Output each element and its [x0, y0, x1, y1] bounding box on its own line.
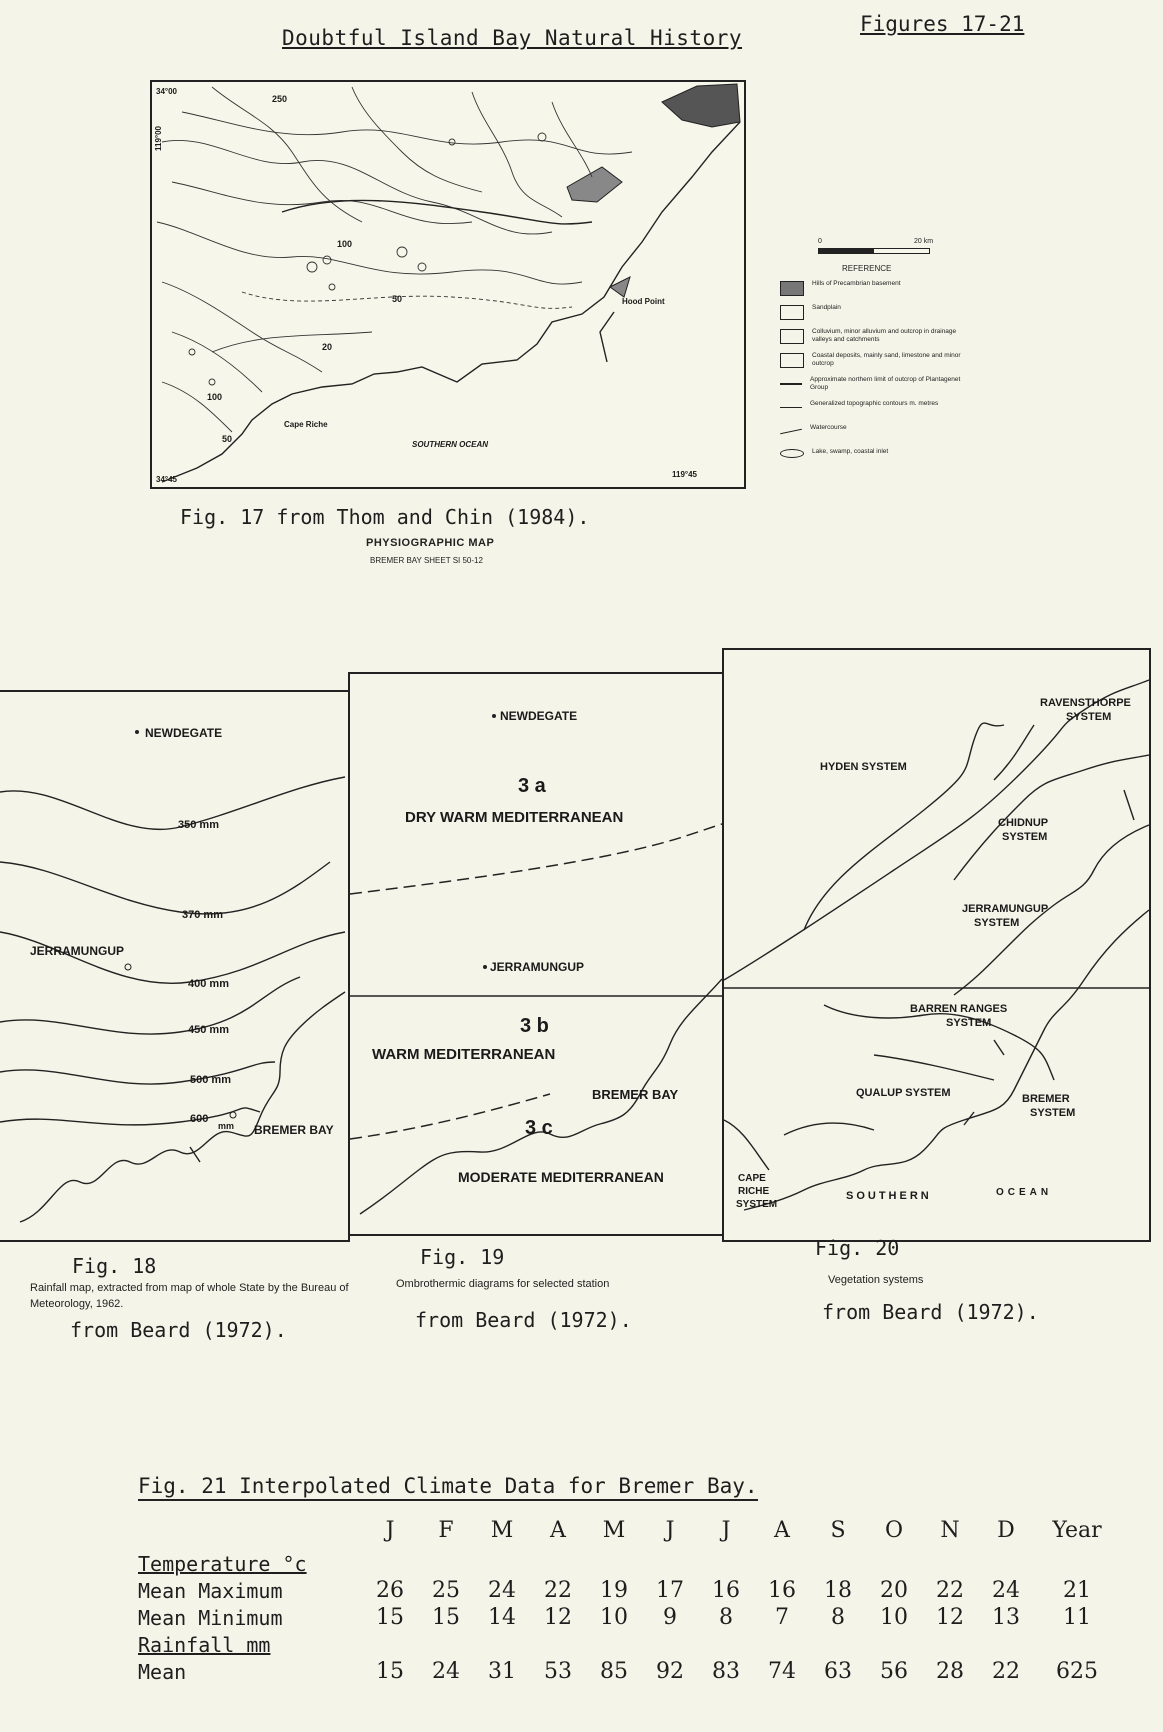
fig19-zone-3c: 3 c [525, 1117, 553, 1139]
reference-symbol-icon [780, 429, 802, 435]
fig20-caption-description: Vegetation systems [828, 1274, 924, 1286]
fig21-month: S [830, 1517, 846, 1543]
fig17-contour-100b: 100 [207, 392, 223, 402]
fig18-iso-600: 600 [190, 1113, 209, 1125]
fig17-map-subtitle: BREMER BAY SHEET SI 50-12 [370, 556, 483, 565]
fig21-month: A [550, 1517, 566, 1543]
fig21-cell: 15 [376, 1605, 404, 1630]
fig21-cell: 83 [712, 1659, 740, 1684]
fig21-year-cell: 11 [1063, 1605, 1091, 1630]
fig18-bremer-bay-label: BREMER BAY [254, 1123, 334, 1137]
reference-item-label: Watercourse [810, 424, 847, 431]
fig17-hood-point: Hood Point [622, 297, 665, 306]
reference-symbol-icon [780, 329, 804, 344]
fig21-cell: 15 [432, 1605, 460, 1630]
fig21-cell: 63 [824, 1659, 852, 1684]
fig21-cell: 12 [936, 1605, 964, 1630]
fig21-month: A [774, 1517, 790, 1543]
fig20-bremer-label: BREMER [1022, 1093, 1070, 1105]
fig21-cell: 22 [544, 1578, 572, 1603]
fig21-year-cell: 625 [1056, 1659, 1098, 1684]
fig18-iso-370: 370 mm [182, 909, 223, 921]
fig20-barren-system: SYSTEM [946, 1017, 992, 1029]
fig21-year-cell: 21 [1063, 1578, 1091, 1603]
fig20-southern-label: SOUTHERN [846, 1190, 932, 1202]
reference-item [780, 352, 980, 376]
fig21-cell: 20 [880, 1578, 908, 1603]
fig21-rainfall-label: Rainfall mm [138, 1632, 271, 1657]
fig21-cell: 56 [880, 1659, 908, 1684]
fig21-cell: 22 [936, 1578, 964, 1603]
fig21-month: M [490, 1517, 514, 1543]
fig19-newdegate-label: NEWDEGATE [500, 709, 578, 723]
fig20-bremer-system: SYSTEM [1030, 1107, 1076, 1119]
fig20-ocean-label: OCEAN [996, 1187, 1053, 1198]
fig21-cell: 7 [775, 1605, 789, 1630]
fig21-cell: 92 [656, 1659, 684, 1684]
fig17-southern-ocean: SOUTHERN OCEAN [412, 440, 489, 449]
fig17-map-title: PHYSIOGRAPHIC MAP [366, 537, 495, 549]
fig21-row-label: Mean Minimum [138, 1605, 283, 1630]
reference-symbol-icon [780, 449, 804, 458]
fig21-temperature-label: Temperature °c [138, 1551, 307, 1576]
fig21-header-spacer [138, 1510, 362, 1550]
fig21-cell: 74 [768, 1659, 796, 1684]
fig20-ravensthorpe-label: RAVENSTHORPE [1040, 697, 1131, 709]
reference-symbol-icon [780, 353, 804, 368]
fig17-cape-riche: Cape Riche [284, 420, 328, 429]
fig21-cell: 14 [488, 1605, 516, 1630]
fig17-caption: Fig. 17 from Thom and Chin (1984). [180, 505, 590, 529]
fig18-iso-450: 450 mm [188, 1024, 229, 1036]
fig20-hyden-label: HYDEN SYSTEM [820, 761, 907, 773]
fig21-cell: 10 [600, 1605, 628, 1630]
reference-item [780, 328, 980, 352]
fig21-title-text: Fig. 21 Interpolated Climate Data for Bremer Bay. [138, 1474, 758, 1498]
reference-item [780, 376, 980, 400]
fig18-iso-350: 350 mm [178, 819, 219, 831]
fig21-month: J [665, 1517, 675, 1543]
fig17-lat-top: 34°00 [156, 87, 177, 96]
reference-item [780, 424, 980, 448]
fig17-lat-bottom: 34°45 [156, 475, 177, 484]
fig20-barren-label: BARREN RANGES [910, 1003, 1008, 1015]
fig20-chidnup-label: CHIDNUP [998, 817, 1049, 829]
reference-item [780, 448, 980, 472]
reference-symbol-icon [780, 407, 802, 408]
fig18-iso-600-unit: mm [218, 1121, 235, 1131]
fig21-title [138, 1474, 758, 1501]
fig20-caption-source: from Beard (1972). [822, 1300, 1039, 1324]
fig21-row-label: Mean [138, 1659, 187, 1684]
fig17-reference-legend [780, 280, 980, 472]
fig19-caption-description: Ombrothermic diagrams for selected station [396, 1278, 610, 1290]
fig19-zone-3a: 3 a [518, 775, 546, 797]
fig17-lon-left: 119°00 [154, 125, 163, 151]
fig21-month: M [602, 1517, 626, 1543]
fig18-caption-source: from Beard (1972). [70, 1318, 287, 1342]
reference-item-label: Colluvium, minor alluvium and outcrop in drainage valleys and catchments [812, 328, 957, 343]
figures-range: Figures 17-21 [860, 12, 1025, 36]
fig21-cell: 26 [376, 1578, 404, 1603]
fig21-month: J [385, 1517, 395, 1543]
fig20-chidnup-system: SYSTEM [1002, 831, 1048, 843]
reference-item-label: Sandplain [812, 304, 841, 311]
fig21-cell: 53 [544, 1659, 572, 1684]
fig18-iso-500: 500 mm [190, 1074, 231, 1086]
fig19-zone-3c-name: MODERATE MEDITERRANEAN [458, 1169, 664, 1185]
fig21-year-header: Year [1052, 1517, 1102, 1543]
fig21-cell: 18 [824, 1578, 852, 1603]
fig21-cell: 25 [432, 1578, 460, 1603]
fig17-contour-100: 100 [337, 239, 353, 249]
fig21-cell: 16 [768, 1578, 796, 1603]
fig21-cell: 10 [880, 1605, 908, 1630]
fig21-cell: 17 [656, 1578, 684, 1603]
fig21-row-label: Mean Maximum [138, 1578, 283, 1603]
reference-item-label: Coastal deposits, mainly sand, limestone and minor outcrop [812, 352, 961, 367]
fig21-cell: 16 [712, 1578, 740, 1603]
fig18-iso-400: 400 mm [188, 978, 229, 990]
fig21-month: O [884, 1517, 904, 1543]
fig17-contour-50: 50 [392, 294, 403, 304]
fig20-jerramungup-label: JERRAMUNGUP [962, 903, 1049, 915]
fig21-month: F [438, 1517, 454, 1543]
fig19-zone-3a-name: DRY WARM MEDITERRANEAN [405, 809, 624, 826]
fig20-riche-label: RICHE [738, 1186, 770, 1197]
fig20-map [722, 648, 1151, 1242]
fig20-jerramungup-system: SYSTEM [974, 917, 1020, 929]
reference-item-label: Hills of Precambrian basement [812, 280, 901, 287]
document-title: Doubtful Island Bay Natural History [282, 26, 743, 50]
fig21-cell: 12 [544, 1605, 572, 1630]
fig18-map [0, 690, 350, 1242]
fig17-contour-250: 250 [272, 94, 288, 104]
fig21-cell: 24 [432, 1659, 460, 1684]
fig20-qualup-label: QUALUP SYSTEM [856, 1087, 951, 1099]
fig21-cell: 22 [992, 1659, 1020, 1684]
reference-item [780, 280, 980, 304]
fig21-cell: 8 [719, 1605, 733, 1630]
fig21-cell: 28 [936, 1659, 964, 1684]
fig20-ravensthorpe-system: SYSTEM [1066, 711, 1112, 723]
fig20-cape-label: CAPE [738, 1173, 766, 1184]
fig18-caption-number: Fig. 18 [72, 1254, 157, 1278]
fig19-zone-3b: 3 b [520, 1015, 549, 1037]
fig17-contour-50b: 50 [222, 434, 233, 444]
reference-item-label: Approximate northern limit of outcrop of Plantagenet Group [810, 376, 961, 391]
fig21-cell: 24 [488, 1578, 516, 1603]
fig21-cell: 24 [992, 1578, 1020, 1603]
fig21-cell: 85 [600, 1659, 628, 1684]
fig21-month: N [940, 1517, 960, 1543]
fig18-caption-description: Rainfall map, extracted from map of whole State by the Bureau of Meteorology, 1962. [30, 1282, 349, 1310]
fig21-cell: 31 [488, 1659, 516, 1684]
fig20-system-label: SYSTEM [736, 1199, 778, 1210]
fig21-cell: 19 [600, 1578, 628, 1603]
fig19-caption-source: from Beard (1972). [415, 1308, 632, 1332]
fig17-scale-km: 20 km [914, 238, 934, 245]
fig21-month: D [997, 1517, 1015, 1543]
fig18-newdegate-label: NEWDEGATE [145, 726, 223, 740]
fig19-caption-number: Fig. 19 [420, 1245, 505, 1269]
reference-item [780, 400, 980, 424]
reference-symbol-icon [780, 305, 804, 320]
fig21-cell: 13 [992, 1605, 1020, 1630]
reference-symbol-icon [780, 383, 802, 385]
reference-item [780, 304, 980, 328]
fig19-jerramungup-label: JERRAMUNGUP [490, 960, 585, 974]
fig17-lon-right: 119°45 [672, 470, 698, 479]
fig19-bremer-bay-label: BREMER BAY [592, 1087, 679, 1102]
fig21-month: J [721, 1517, 731, 1543]
reference-item-label: Generalized topographic contours m. metres [810, 400, 939, 407]
fig18-jerramungup-label: JERRAMUNGUP [30, 944, 125, 958]
fig17-map [150, 80, 746, 489]
fig21-cell: 8 [831, 1605, 845, 1630]
reference-symbol-icon [780, 281, 804, 296]
fig21-table [138, 1510, 1120, 1685]
fig20-caption-number: Fig. 20 [815, 1236, 900, 1260]
reference-item-label: Lake, swamp, coastal inlet [812, 448, 889, 455]
fig19-zone-3b-name: WARM MEDITERRANEAN [372, 1046, 556, 1063]
fig17-reference-heading: REFERENCE [842, 264, 892, 273]
fig17-scale-zero: 0 [818, 238, 822, 245]
fig21-cell: 15 [376, 1659, 404, 1684]
fig17-contour-20: 20 [322, 342, 333, 352]
fig19-map [348, 672, 724, 1236]
fig21-cell: 9 [663, 1605, 677, 1630]
